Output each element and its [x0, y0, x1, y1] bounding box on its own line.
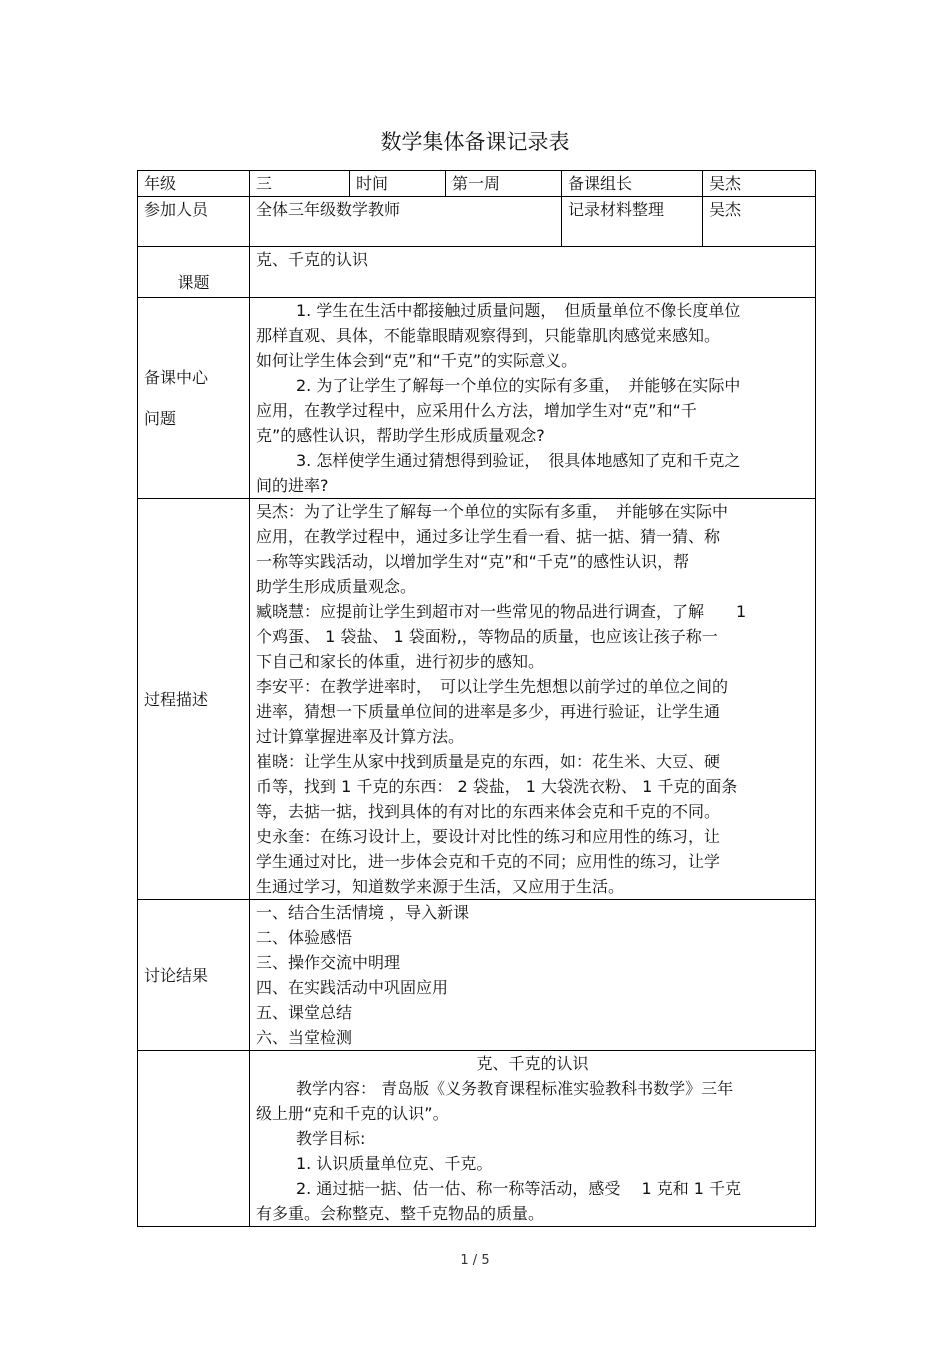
central-line: 2. 为了让学生了解每一个单位的实际有多重， 并能够在实际中	[296, 376, 741, 395]
row-central-question	[138, 298, 816, 499]
lesson-goal-label: 教学目标:	[296, 1129, 366, 1148]
process-line: 应用，在教学过程中，通过多让学生看一看、掂一掂、猜一猜、称	[256, 527, 721, 546]
recorder-value: 吴杰	[703, 197, 816, 247]
topic-label: 课题	[138, 247, 250, 298]
process-line: 臧晓慧：应提前让学生到超市对一些常见的物品进行调查，了解 1	[256, 602, 747, 621]
central-line: 1. 学生在生活中都接触过质量问题， 但质量单位不像长度单位	[296, 301, 741, 320]
process-line: 进率，猜想一下质量单位间的进率是多少，再进行验证，让学生通	[256, 702, 721, 721]
central-label-line1: 备课中心	[144, 368, 209, 387]
discussion-label: 讨论结果	[138, 900, 250, 1051]
discussion-item: 一、结合生活情境 ，导入新课	[256, 903, 470, 922]
process-line: 等，去掂一掂，找到具体的有对比的东西来体会克和千克的不同。	[256, 802, 721, 821]
process-line: 助学生形成质量观念。	[256, 577, 417, 596]
row-members	[138, 197, 816, 247]
lesson-content-line: 级上册“克和千克的认识”。	[256, 1104, 449, 1123]
row-lesson-plan	[138, 1051, 816, 1227]
central-question-content	[250, 298, 816, 499]
lesson-content-line: 教学内容： 青岛版《义务教育课程标准实验教科书数学》三年	[296, 1079, 734, 1098]
record-table	[137, 170, 816, 1227]
process-line: 崔晓：让学生从家中找到质量是克的东西，如：花生米、大豆、硬	[256, 752, 721, 771]
process-content	[250, 499, 816, 900]
discussion-item: 六、当堂检测	[256, 1028, 353, 1047]
leader-value: 吴杰	[703, 171, 816, 197]
central-line: 间的进率?	[256, 476, 329, 495]
process-line: 史永奎：在练习设计上，要设计对比性的练习和应用性的练习，让	[256, 827, 721, 846]
row-process	[138, 499, 816, 900]
row-discussion	[138, 900, 816, 1051]
central-line: 3. 怎样使学生通过猜想得到验证， 很具体地感知了克和千克之	[296, 451, 741, 470]
discussion-item: 四、在实践活动中巩固应用	[256, 978, 449, 997]
lesson-goal-item: 1. 认识质量单位克、千克。	[296, 1154, 493, 1173]
time-label: 时间	[350, 171, 446, 197]
process-line: 生通过学习，知道数学来源于生活，又应用于生活。	[256, 877, 625, 896]
lesson-plan-content	[250, 1051, 816, 1227]
process-line: 李安平：在教学进率时， 可以让学生先想想以前学过的单位之间的	[256, 677, 729, 696]
time-value: 第一周	[446, 171, 562, 197]
lesson-goal-item: 有多重。会称整克、整千克物品的质量。	[256, 1204, 545, 1223]
topic-value: 克、千克的认识	[250, 247, 816, 298]
recorder-label: 记录材料整理	[562, 197, 703, 247]
central-label-line2: 问题	[144, 409, 177, 428]
central-question-label	[138, 298, 250, 499]
process-line: 一称等实践活动，以增加学生对“克”和“千克”的感性认识，帮	[256, 552, 690, 571]
central-line: 克”的感性认识，帮助学生形成质量观念?	[256, 426, 545, 445]
central-line: 应用，在教学过程中，应采用什么方法，增加学生对“克”和“千	[256, 401, 697, 420]
discussion-item: 三、操作交流中明理	[256, 953, 401, 972]
process-line: 学生通过对比，进一步体会克和千克的不同；应用性的练习，让学	[256, 852, 721, 871]
members-label: 参加人员	[138, 197, 250, 247]
process-label: 过程描述	[138, 499, 250, 900]
lesson-plan-label	[138, 1051, 250, 1227]
page-title: 数学集体备课记录表	[380, 130, 570, 154]
row-grade	[138, 171, 816, 197]
process-line: 币等，找到 1 千克的东西： 2 袋盐， 1 大袋洗衣粉、 1 千克的面条	[256, 777, 738, 796]
grade-label: 年级	[138, 171, 250, 197]
central-line: 那样直观、具体，不能靠眼睛观察得到，只能靠肌肉感觉来感知。	[256, 326, 721, 345]
members-value: 全体三年级数学教师	[250, 197, 562, 247]
leader-label: 备课组长	[562, 171, 703, 197]
central-line: 如何让学生体会到“克”和“千克”的实际意义。	[256, 351, 578, 370]
process-line: 个鸡蛋、 1 袋盐、 1 袋面粉,，等物品的质量，也应该让孩子称一	[256, 627, 718, 646]
discussion-content	[250, 900, 816, 1051]
discussion-item: 五、课堂总结	[256, 1003, 353, 1022]
process-line: 下自己和家长的体重，进行初步的感知。	[256, 652, 545, 671]
process-line: 过计算掌握进率及计算方法。	[256, 727, 465, 746]
process-line: 吴杰：为了让学生了解每一个单位的实际有多重， 并能够在实际中	[256, 502, 729, 521]
discussion-item: 二、体验感悟	[256, 928, 353, 947]
lesson-goal-item: 2. 通过掂一掂、估一估、称一称等活动，感受 1 克和 1 千克	[296, 1179, 742, 1198]
grade-value: 三	[250, 171, 350, 197]
row-topic	[138, 247, 816, 298]
lesson-plan-heading: 克、千克的认识	[476, 1054, 589, 1073]
page-number: 1 / 5	[460, 1253, 490, 1268]
